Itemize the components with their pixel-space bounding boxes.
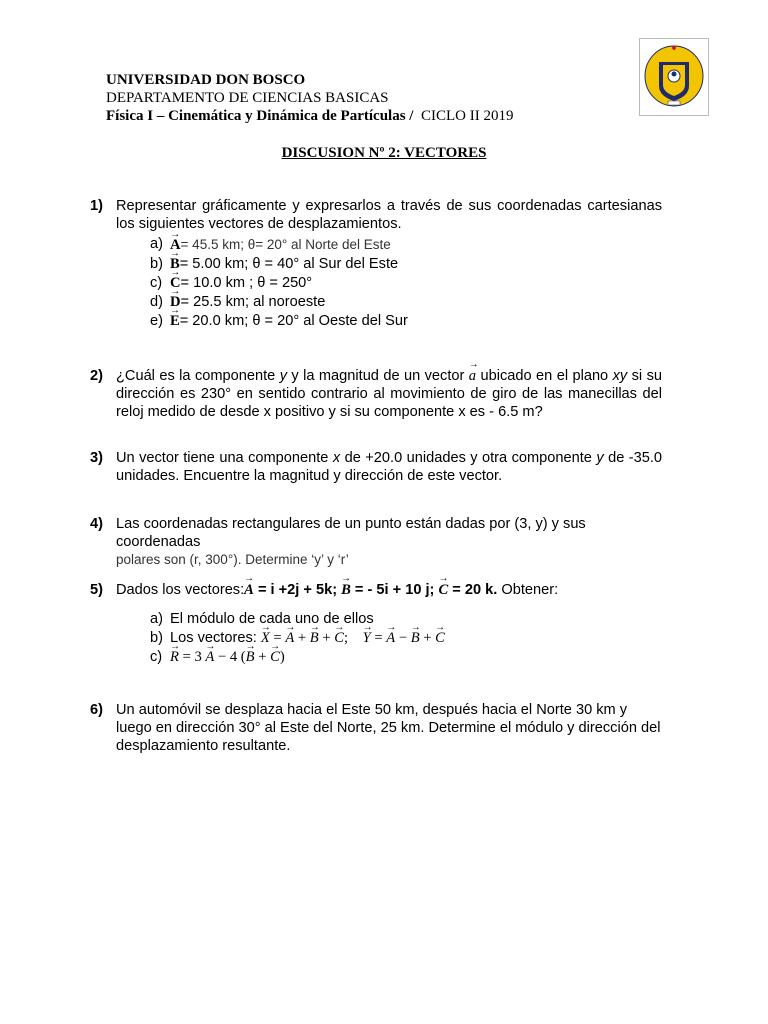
- question-text: Dados los vectores:→ A = i +2j + 5k; → B = - 5i + 10 j; → C = 20 k. Obtener: a) El módulo de cada uno de ellos b) Los vectores: → X = → A + → B + → C; → Y = → A − → B + → C c) → R = 3 → A − 4 (→ B + → C): [116, 581, 662, 667]
- question-6: [90, 701, 662, 755]
- question-5: [90, 581, 662, 667]
- university-seal-icon: [639, 38, 709, 116]
- question-text: ¿Cuál es la componente y y la magnitud de un vector → a ubicado en el plano xy si su dirección es 230° en sentido contrario al movimiento de giro de las manecillas del reloj medido de desde x positivo y si su componente x es - 6.5 m?: [116, 367, 662, 421]
- document-title: DISCUSION Nº 2: VECTORES: [281, 145, 487, 161]
- question-text: Las coordenadas rectangulares de un punto están dadas por (3, y) y sus coordenadas polares son (r, 300°). Determine ‘y’ y ‘r’: [116, 516, 586, 567]
- question-number: 4): [90, 516, 103, 532]
- question-text: Un automóvil se desplaza hacia el Este 50 km, después hacia el Norte 30 km y luego en dirección 30° al Este del Norte, 25 km. Determine el módulo y dirección del desplazamiento resultante.: [116, 702, 661, 754]
- university-name: UNIVERSIDAD DON BOSCO: [106, 72, 306, 88]
- document-header: [106, 71, 513, 125]
- list-item: a) → A= 45.5 km; θ= 20° al Norte del Este: [150, 235, 662, 255]
- subquestion-list: [150, 610, 662, 667]
- question-number: 1): [90, 198, 103, 214]
- vector-list: [150, 235, 662, 331]
- question-4: [90, 515, 662, 569]
- question-2: [90, 367, 662, 421]
- department-name: DEPARTAMENTO DE CIENCIAS BASICAS: [106, 90, 389, 106]
- list-item: a) El módulo de cada uno de ellos: [150, 611, 374, 627]
- list-item: c) → C= 10.0 km ; θ = 250°: [150, 274, 662, 293]
- question-number: 3): [90, 450, 103, 466]
- list-item: c) → R = 3 → A − 4 (→ B + → C): [150, 648, 662, 667]
- question-1: [90, 197, 662, 331]
- cycle-label: CICLO II 2019: [420, 108, 514, 124]
- question-3: [90, 449, 662, 485]
- question-text: Un vector tiene una componente x de +20.0 unidades y otra componente y de -35.0 unidades. Encuentre la magnitud y dirección de este vector.: [116, 450, 663, 484]
- list-item: b) Los vectores: → X = → A + → B + → C; → Y = → A − → B + → C: [150, 629, 662, 648]
- question-text: Representar gráficamente y expresarlos a través de sus coordenadas cartesianas los siguientes vectores de desplazamientos.: [116, 198, 662, 232]
- question-number: 6): [90, 702, 103, 718]
- list-item: e) → E= 20.0 km; θ = 20° al Oeste del Sur: [150, 312, 662, 331]
- list-item: b) → B= 5.00 km; θ = 40° al Sur del Este: [150, 255, 662, 274]
- list-item: d) → D= 25.5 km; al noroeste: [150, 293, 662, 312]
- course-line: [106, 107, 513, 125]
- question-number: 5): [90, 582, 103, 598]
- course-name: Física I – Cinemática y Dinámica de Partículas /: [106, 108, 414, 124]
- question-number: 2): [90, 368, 103, 384]
